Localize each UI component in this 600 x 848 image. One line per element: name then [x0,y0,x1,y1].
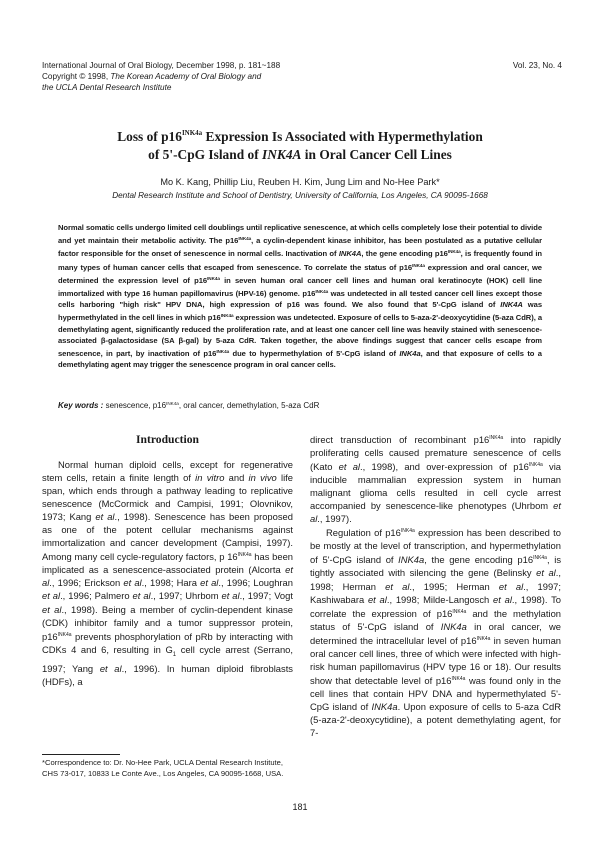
correspondence-footnote: *Correspondence to: Dr. No-Hee Park, UCLA Dental Research Institute, CHS 73-017, 10833 Le Conte Ave., Los Angeles, CA 90095-1668, USA. [42,758,284,778]
author-list: Mo K. Kang, Phillip Liu, Reuben H. Kim, Jung Lim and No-Hee Park* [160,177,440,187]
intro-paragraph-3: Regulation of $p16^{INK4a}$ expression has been described to be mostly at the level of transcription, and hypermethylation of 5'-CpG island of INK4a, the gene encoding $p16^{INK4a}$, is tightly associated with silencing the gene (Belinsky et al., 1998; Herman et al., 1995; Herman et al., 1997; Kashiwabara et al., 1998; Milde-Langosch et al., 1998). To correlate the expression of $p16^{INK4a}$ and the methylation status of 5'-CpG island of INK4a in oral cancer, we determined the intracellular level of $p16^{INK4a}$ in seven human oral cancer cell lines, three of which were infected with high-risk human papillomavirus (HPV type 16 or 18). Our results show that detectable level of $p16^{INK4a}$ was found only in the cell lines that contain HPV DNA and hypermethylated 5'-CpG island of INK4a. Upon exposure of cells to 5-aza CdR (5-aza-2'-deoxycytidine), a potent demethylating agent, for 7- [310,527,562,739]
copyright-line-2: the UCLA Dental Research Institute [42,83,172,92]
journal-header [42,60,562,93]
title-line-1: Loss of $p16^{INK4a}$ Expression Is Associated with Hypermethylation [117,129,483,144]
paper-title [40,124,560,164]
abstract [58,222,542,370]
section-heading-introduction: Introduction [136,433,199,446]
volume-label: Vol. 23, No. 4 [512,61,562,70]
copyright-line: Copyright © 1998, The Korean Academy of Oral Biology and [42,72,262,81]
journal-citation: International Journal of Oral Biology, December 1998, p. 181~188 [42,61,281,70]
intro-paragraph-1: Normal human diploid cells, except for regenerative stem cells, retain a finite length of in vitro and in vivo life span, which ends through a pathway leading to replicative senescence (McCormick and Campisi, 1991; Olovnikov, 1973; Kang et al., 1998). Senescence has been proposed as one of the potent cellular mechanisms against immortalization and cancer development (Campisi, 1997). Among many cell cycle-regulatory factors, p $16^{INK4a}$ has been implicated as a senescence-associated protein (Alcorta et al., 1996; Erickson et al., 1998; Hara et al., 1996; Loughran et al., 1996; Palmero et al., 1997; Uhrbom et al., 1997; Vogt et al., 1998). Being a member of cyclin-dependent kinase (CDK) inhibitor family and a tumor suppressor protein, $p16^{INK4a}$ prevents phosphorylation of pRb by interacting with CDKs 4 and 6, resulting in $G_1$ cell cycle arrest (Serrano, 1997; Yang et al., 1996). In human diploid fibroblasts (HDFs), a [42,459,294,687]
abstract-text: Normal somatic cells undergo limited cell doublings until replicative senescence, at which cells completely lose their potential to divide and yet maintain their metabolic activity. The $p16^{INK4a}$, a cyclin-dependent kinase inhibitor, has been postulated as a putative cellular factor responsible for the onset of senescence in normal cells. Inactivation of INK4A, the gene encoding $p16^{INK4a}$, is frequently found in many types of human cancer cells that escaped from senescence. To correlate the status of $p16^{INK4a}$ expression and oral cancer, we determined the expression level of $p16^{INK4a}$ in seven human oral cancer cell lines and human oral keratinocyte (HOK) cell line immortalized with type 16 human papillomavirus (HPV-16) genome. $p16^{INK4a}$ was undetected in all tested cancer cell lines except those cells harboring "high risk" HPV DNA, high expression of p16 was found. We also found that 5'-CpG island of INK4A was hypermethylated in the cell lines in which $p16^{INK4a}$ expression was undetected. Exposure of cells to 5-aza-2'-deoxycytidine (5-aza CdR), a demethylating agent, significantly reduced the proliferation rate, and at least one cancer cell line was heavily stained with senescence-associated β-galactosidase (SA β-gal) by 5-aza CdR. Taken together, the above findings suggest that cancer cells escape from senescence, in part, by inactivation of $p16^{INK4a}$ due to hypermethylation of 5'-CpG island of INK4a, and that exposure of cells to a demethylating agent may trigger the senescence program in oral cancer cells. [58,223,543,370]
left-column [42,432,293,688]
intro-paragraph-2: direct transduction of recombinant $p16^{INK4a}$ into rapidly proliferating cells caused premature senescence of cells (Kato et al., 1998), and over-expression of $p16^{INK4a}$ via inducible mammalian expression system in human malignant glioma cells resulted in cell cycle arrest accompanied by senescence-like phenotypes (Uhrbom et al., 1997). [310,434,561,525]
page-number: 181 [292,802,308,812]
keywords: Key words : senescence, $p16^{INK4a}$, oral cancer, demethylation, 5-aza CdR [58,401,320,410]
affiliation: Dental Research Institute and School of Dentistry, University of California, Los Angeles, CA 90095-1668 [112,191,488,200]
title-line-2: of 5'-CpG Island of INK4A in Oral Cancer Cell Lines [148,147,452,162]
right-column [310,432,561,739]
footnote-rule [42,754,120,755]
